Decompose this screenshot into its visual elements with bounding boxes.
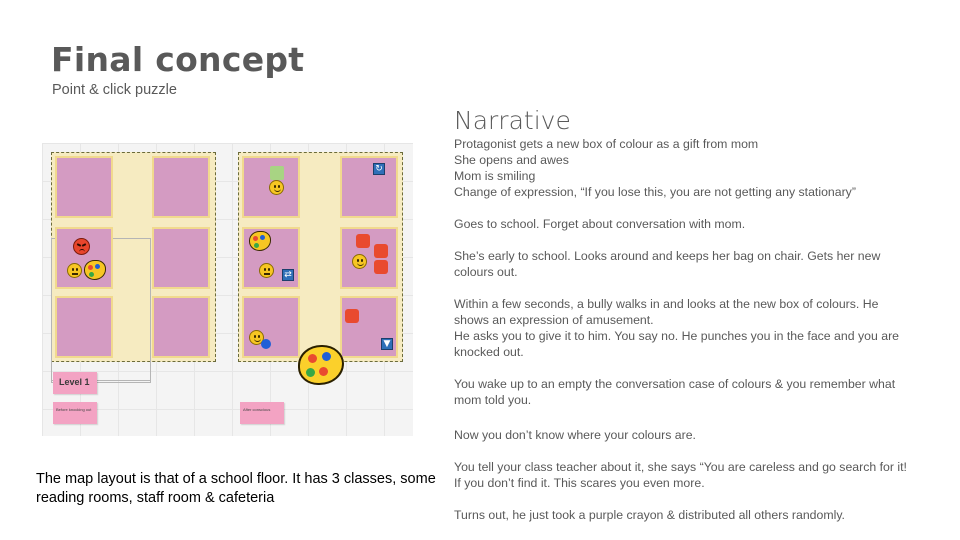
narrative-line: Within a few seconds, a bully walks in and looks at the new box of colours. He shows an expression of amusement. xyxy=(454,297,879,327)
palette-big-icon[interactable] xyxy=(298,345,344,385)
room-right-5[interactable] xyxy=(242,296,300,358)
red-object-icon[interactable] xyxy=(345,309,359,323)
room-left-2[interactable] xyxy=(152,156,210,218)
narrative-line: He asks you to give it to him. You say no. He punches you in the face and you are knocked out. xyxy=(454,329,900,359)
neutral-face-icon[interactable] xyxy=(67,263,82,278)
page-title: Final concept xyxy=(51,40,305,79)
spacer xyxy=(454,280,916,296)
room-left-6[interactable] xyxy=(152,296,210,358)
note-after-conscious: After conscious xyxy=(240,402,284,424)
red-object-icon[interactable] xyxy=(374,260,388,274)
narrative-line: Change of expression, “If you lose this, you are not getting any stationary” xyxy=(454,185,856,199)
room-left-3[interactable] xyxy=(55,227,113,289)
spacer xyxy=(454,443,916,459)
shuffle-icon[interactable]: ⇄ xyxy=(282,269,294,281)
spacer xyxy=(454,408,916,427)
arrow-down-icon[interactable]: ▼ xyxy=(381,338,393,350)
spacer xyxy=(454,200,916,216)
narrative-line: She opens and awes xyxy=(454,153,569,167)
angry-face-icon[interactable] xyxy=(73,238,90,255)
narrative-line: Turns out, he just took a purple crayon & distributed all others randomly. xyxy=(454,508,845,522)
narrative-line: You wake up to an empty the conversation case of colours & you remember what mom told you. xyxy=(454,377,896,407)
spacer xyxy=(454,360,916,376)
spacer xyxy=(454,232,916,248)
narrative-line: She’s early to school. Looks around and keeps her bag on chair. Gets her new colours out. xyxy=(454,249,881,279)
green-object-icon[interactable] xyxy=(270,166,284,180)
smiling-face-icon[interactable] xyxy=(269,180,284,195)
room-left-4[interactable] xyxy=(152,227,210,289)
red-object-icon[interactable] xyxy=(374,244,388,258)
smiling-face-icon[interactable] xyxy=(352,254,367,269)
spacer xyxy=(454,491,916,507)
map-caption: The map layout is that of a school floor. It has 3 classes, some reading rooms, staff room & cafeteria xyxy=(36,471,436,506)
narrative-line: You tell your class teacher about it, she says “You are careless and go search for it! If you don’t find it. This scares you even more. xyxy=(454,460,907,490)
room-right-2[interactable] xyxy=(340,156,398,218)
narrative-line: Goes to school. Forget about conversation with mom. xyxy=(454,217,746,231)
narrative-line: Protagonist gets a new box of colour as a gift from mom xyxy=(454,137,759,151)
red-object-icon[interactable] xyxy=(356,234,370,248)
narrative-heading: Narrative xyxy=(454,106,571,135)
room-left-5[interactable] xyxy=(55,296,113,358)
note-before-knocking-out: Before knocking out xyxy=(53,402,97,424)
narrative-line: Now you don’t know where your colours are. xyxy=(454,428,696,442)
neutral-face-icon[interactable] xyxy=(259,263,274,278)
blue-dot-icon[interactable] xyxy=(261,339,271,349)
page-subtitle: Point & click puzzle xyxy=(52,82,177,98)
map-board xyxy=(42,143,413,436)
narrative-line: Mom is smiling xyxy=(454,169,536,183)
refresh-icon[interactable]: ↻ xyxy=(373,163,385,175)
narrative-body xyxy=(454,136,916,523)
room-left-1[interactable] xyxy=(55,156,113,218)
level-label: Level 1 xyxy=(53,372,97,394)
